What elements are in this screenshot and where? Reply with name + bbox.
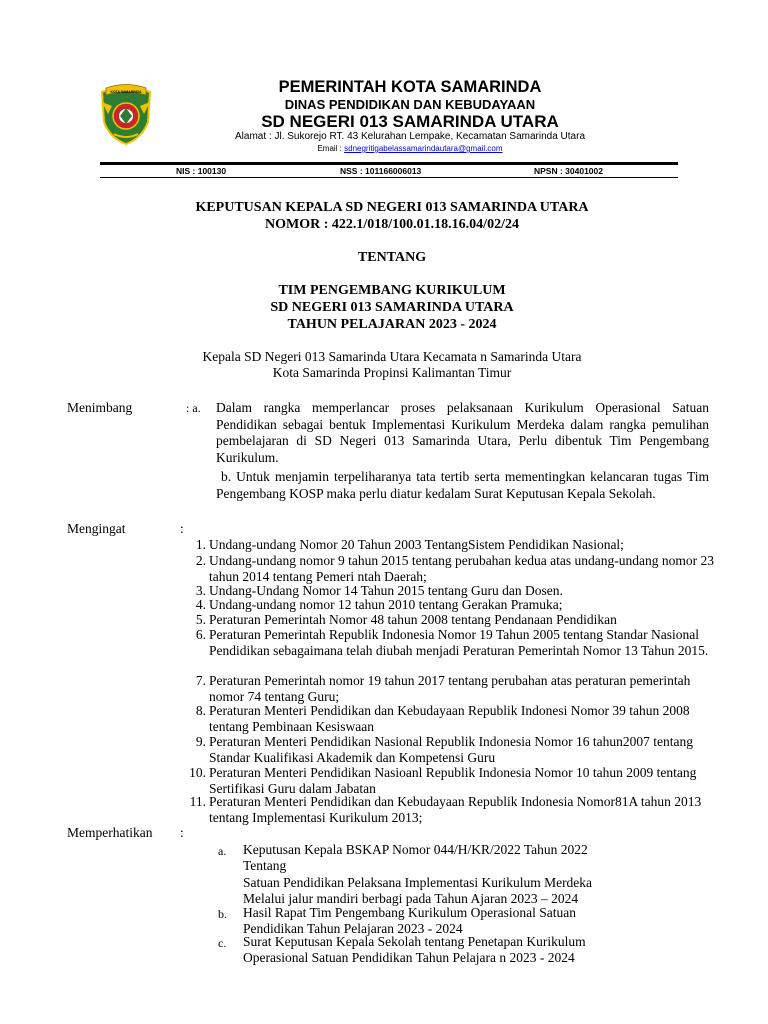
mengingat-item: Peraturan Pemerintah nomor 19 tahun 2017 tentang perubahan atas peraturan pemerintah nomor 74 tentang Guru; bbox=[209, 673, 691, 704]
nss-number: NSS : 101166006013 bbox=[340, 166, 422, 176]
menimbang-colon: : a. bbox=[186, 401, 201, 415]
email-label: Email : bbox=[317, 144, 345, 153]
memperhatikan-item bbox=[243, 905, 670, 936]
subject-line-1: TIM PENGEMBANG KURIKULUM bbox=[278, 283, 506, 298]
memperhatikan-line: Hasil Rapat Tim Pengembang Kurikulum Operasional Satuan bbox=[243, 905, 576, 920]
tentang-heading: TENTANG bbox=[357, 250, 427, 265]
memperhatikan-colon: : bbox=[180, 825, 184, 840]
mengingat-item: Peraturan Pemerintah Nomor 48 tahun 2008 tentang Pendanaan Pendidikan bbox=[209, 612, 617, 627]
mengingat-number: 8. bbox=[195, 703, 206, 718]
letterhead-school-name: SD NEGERI 013 SAMARINDA UTARA bbox=[261, 112, 559, 131]
intro-line-2: Kota Samarinda Propinsi Kalimantan Timur bbox=[272, 365, 512, 380]
mengingat-item: Peraturan Menteri Pendidikan dan Kebudayaan Republik Indonesia Nomor81A tahun 2013 tentang Implementasi Kurikulum 2013; bbox=[209, 794, 702, 825]
logo-ribbon-text: KOTA SAMARINDA bbox=[110, 90, 142, 94]
memperhatikan-letter: a. bbox=[218, 844, 227, 858]
memperhatikan-line: Tentang bbox=[243, 857, 287, 873]
mengingat-item: Peraturan Menteri Pendidikan dan Kebudayaan Republik Indonesi Nomor 39 tahun 2008 tentang Pembinaan Kesiswaan bbox=[209, 703, 690, 734]
letterhead-email bbox=[160, 144, 660, 153]
mengingat-number: 9. bbox=[195, 734, 206, 749]
memperhatikan-line: Satuan Pendidikan Pelaksana Implementasi Kurikulum Merdeka bbox=[243, 875, 593, 890]
nis-number: NIS : 100130 bbox=[176, 166, 227, 176]
memperhatikan-item bbox=[243, 842, 670, 906]
decree-number: NOMOR : 422.1/018/100.01.18.16.04/02/24 bbox=[265, 217, 519, 232]
letterhead-divider-thin bbox=[100, 177, 678, 178]
decree-title: KEPUTUSAN KEPALA SD NEGERI 013 SAMARINDA UTARA bbox=[195, 200, 589, 215]
letterhead-divider-thick bbox=[100, 162, 678, 165]
mengingat-label: Mengingat bbox=[67, 521, 126, 536]
memperhatikan-letter: b. bbox=[218, 907, 227, 921]
mengingat-number: 11. bbox=[189, 794, 206, 809]
memperhatikan-line: Surat Keputusan Kepala Sekolah tentang Penetapan Kurikulum bbox=[243, 934, 586, 949]
menimbang-label: Menimbang bbox=[67, 400, 133, 415]
mengingat-number: 2. bbox=[195, 553, 206, 568]
subject-line-3: TAHUN PELAJARAN 2023 - 2024 bbox=[287, 317, 497, 332]
mengingat-colon: : bbox=[180, 521, 184, 536]
mengingat-item: Undang-undang nomor 12 tahun 2010 tentang Gerakan Pramuka; bbox=[209, 597, 563, 612]
mengingat-item: Undang-undang nomor 9 tahun 2015 tentang perubahan kedua atas undang-undang nomor 23 tahun 2014 tentang Pemeri ntah Daerah; bbox=[209, 553, 714, 584]
intro-line-1: Kepala SD Negeri 013 Samarinda Utara Kecamata n Samarinda Utara bbox=[202, 349, 582, 364]
email-link[interactable]: sdnegritigabelassamarindautara@gmail.com bbox=[344, 144, 503, 153]
npsn-number: NPSN : 30401002 bbox=[534, 166, 603, 176]
mengingat-number: 6. bbox=[195, 627, 206, 642]
mengingat-number: 5. bbox=[195, 612, 206, 627]
memperhatikan-letter: c. bbox=[218, 936, 227, 950]
memperhatikan-line: Keputusan Kepala BSKAP Nomor 044/H/KR/2022 Tahun 2022 bbox=[243, 842, 588, 857]
menimbang-point-a: Dalam rangka memperlancar proses pelaksanaan Kurikulum Operasional Satuan Pendidikan sebagai bentuk Implementasi Kurikulum Merdeka dalam rangka pemulihan pembelajaran di SD Negeri 013 Samarinda Utara, Perlu dibentuk Tim Pengembang Kurikulum. bbox=[216, 400, 709, 465]
subject-line-2: SD NEGERI 013 SAMARINDA UTARA bbox=[270, 300, 514, 315]
menimbang-point-b: b. Untuk menjamin terpeliharanya tata tertib serta mementingkan kelancaran tugas Tim Pengembang KOSP maka perlu diatur kedalam Surat Keputusan Kepala Sekolah. bbox=[216, 469, 709, 501]
mengingat-item: Peraturan Pemerintah Republik Indonesia Nomor 19 Tahun 2005 tentang Standar Nasional Pendidikan sebagaimana telah diubah menjadi Peraturan Pemerintah Nomor 13 Tahun 2015. bbox=[209, 627, 709, 658]
letterhead-department: DINAS PENDIDIKAN DAN KEBUDAYAAN bbox=[284, 97, 536, 112]
mengingat-item: Undang-Undang Nomor 14 Tahun 2015 tentang Guru dan Dosen. bbox=[209, 583, 563, 598]
samarinda-emblem-logo bbox=[98, 82, 154, 146]
mengingat-number: 4. bbox=[195, 597, 206, 612]
letterhead-government: PEMERINTAH KOTA SAMARINDA bbox=[278, 78, 542, 96]
memperhatikan-line: Melalui jalur mandiri berbagi pada Tahun Ajaran 2023 – 2024 bbox=[243, 890, 579, 906]
memperhatikan-line: Pendidikan Tahun Pelajaran 2023 - 2024 bbox=[243, 920, 463, 936]
mengingat-number: 10. bbox=[189, 765, 206, 780]
memperhatikan-label: Memperhatikan bbox=[67, 825, 153, 840]
memperhatikan-line: Operasional Satuan Pendidikan Tahun Pelajara n 2023 - 2024 bbox=[243, 949, 575, 965]
letterhead-address: Alamat : Jl. Sukorejo RT. 43 Kelurahan Lempake, Kecamatan Samarinda Utara bbox=[235, 131, 585, 142]
mengingat-number: 1. bbox=[195, 537, 206, 552]
mengingat-item: Peraturan Menteri Pendidikan Nasioanl Republik Indonesia Nomor 10 tahun 2009 tentang Sertifikasi Guru dalam Jabatan bbox=[209, 765, 697, 796]
mengingat-item: Undang-undang Nomor 20 Tahun 2003 TentangSistem Pendidikan Nasional; bbox=[209, 537, 624, 552]
mengingat-item: Peraturan Menteri Pendidikan Nasional Republik Indonesia Nomor 16 tahun2007 tentang Standar Kualifikasi Akademik dan Kompetensi Guru bbox=[209, 734, 694, 765]
mengingat-number: 3. bbox=[195, 583, 206, 598]
mengingat-number: 7. bbox=[195, 673, 206, 688]
memperhatikan-item bbox=[243, 934, 670, 965]
